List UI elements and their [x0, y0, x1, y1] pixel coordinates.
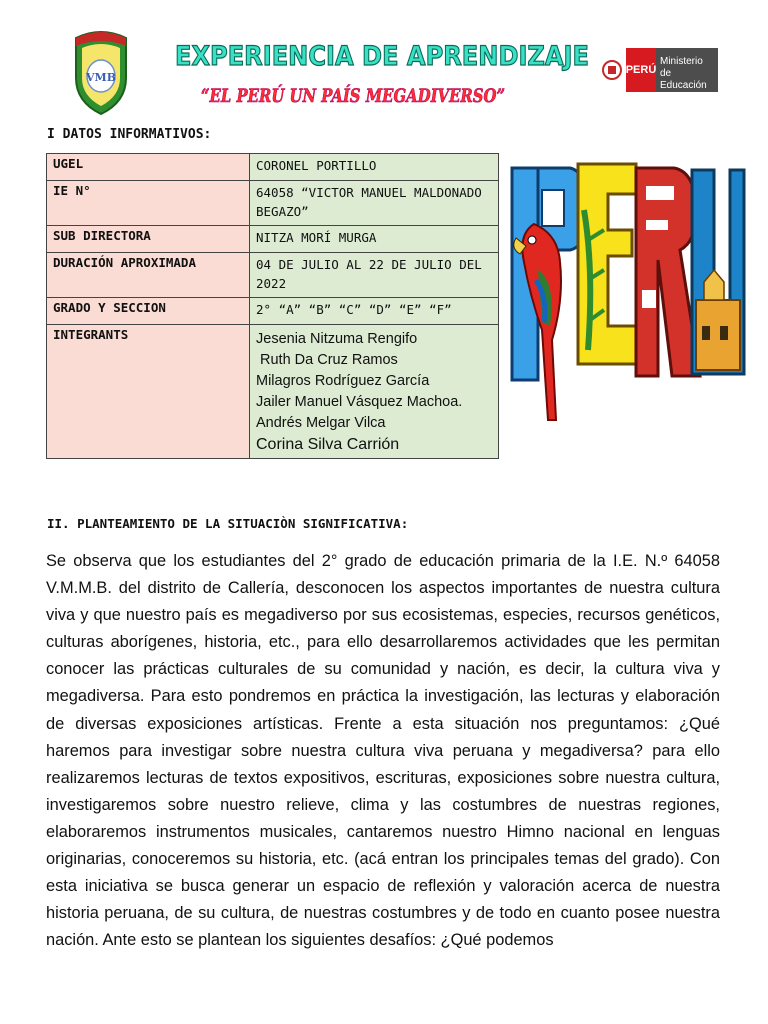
situation-paragraph: Se observa que los estudiantes del 2° grado de educación primaria de la I.E. N.º 64058 V.M.M.B. del distrito de Callería, desconocen los aspectos importantes de nuestra cultura viva y que nuestro país es megadiverso por sus ecosistemas, especies, recursos genéticos, culturas aborígenes, historia, etc., para ello desarrollaremos actividades que les permitan conocer las prácticas culturales de su comunidad y nación, es decir, la cultura viva y megadiversa. Para esto pondremos en práctica la investigación, las lecturas y elaboración de diversas exposiciones artísticas. Frente a esta situación nos preguntamos: ¿Qué haremos para investigar sobre nuestra cultura viva peruana y megadiversa? para ello realizaremos lecturas de textos expositivos, escrituras, exposiciones sobre nuestra cultura, investigaremos sobre nuestro relieve, clima y las costumbres de nuestras regiones, elaboraremos instrumentos musicales, cantaremos nuestro Himno nacional en lenguas originarias, conoceremos su historia, etc. (acá entran los principales temas del grado). Con esta iniciativa se busca generar un espacio de reflexión y valoración acerca de nuestra historia peruana, de su cultura, de nuestras costumbres y de todo en cuanto posee nuestra nación. Ante esto se plantean los siguientes desafíos: ¿Qué podemos [46, 552, 720, 950]
document-title [172, 36, 592, 72]
table-row [47, 154, 499, 181]
minedu-country: PERÚ [626, 48, 656, 92]
row-value: 64058 “VICTOR MANUEL MALDONADO BEGAZO” [250, 181, 499, 226]
member-name: Corina Silva Carrión [256, 436, 400, 453]
letter-e-image [578, 164, 636, 364]
members-label: INTEGRANTS [47, 325, 250, 459]
member-name: Milagros Rodríguez García [256, 373, 430, 389]
minedu-line2: de Educación [660, 68, 707, 91]
table-row [47, 298, 499, 325]
school-shield-logo [68, 24, 134, 116]
section-1-heading: I DATOS INFORMATIVOS: [47, 127, 212, 142]
row-label: IE N° [47, 181, 250, 226]
peru-coat-of-arms-icon [600, 48, 624, 92]
ministerio-educacion-logo [600, 46, 720, 98]
row-value: 04 DE JULIO AL 22 DE JULIO DEL 2022 [250, 253, 499, 298]
letter-r-image [636, 168, 700, 376]
members-list [250, 325, 499, 459]
document-title-text: EXPERIENCIA DE APRENDIZAJE [175, 41, 589, 72]
letter-u-image [692, 170, 744, 374]
table-row [47, 253, 499, 298]
school-logo-letters: VMB [85, 71, 117, 84]
minedu-name [656, 48, 718, 92]
member-name: Andrés Melgar Vilca [256, 415, 386, 431]
row-value: NITZA MORÍ MURGA [250, 226, 499, 253]
table-row [47, 226, 499, 253]
row-value: 2° “A” “B” “C” “D” “E” “F” [250, 298, 499, 325]
table-row [47, 181, 499, 226]
row-label: GRADO Y SECCION [47, 298, 250, 325]
row-label: UGEL [47, 154, 250, 181]
member-name: Jesenia Nitzuma Rengifo [256, 331, 418, 347]
member-name: Ruth Da Cruz Ramos [260, 352, 398, 368]
row-value: CORONEL PORTILLO [250, 154, 499, 181]
document-subtitle [198, 80, 590, 108]
minedu-line1: Ministerio [660, 56, 703, 67]
row-label: DURACIÓN APROXIMADA [47, 253, 250, 298]
document-subtitle-text: “EL PERÚ UN PAÍS MEGADIVERSO” [201, 85, 590, 107]
member-name: Jailer Manuel Vásquez Machoa. [256, 394, 463, 410]
row-label: SUB DIRECTORA [47, 226, 250, 253]
section-2-heading: II. PLANTEAMIENTO DE LA SITUACIÒN SIGNIFICATIVA: [47, 516, 409, 531]
peru-letters-artwork [508, 150, 748, 430]
table-row [47, 325, 499, 459]
info-table [46, 153, 499, 459]
